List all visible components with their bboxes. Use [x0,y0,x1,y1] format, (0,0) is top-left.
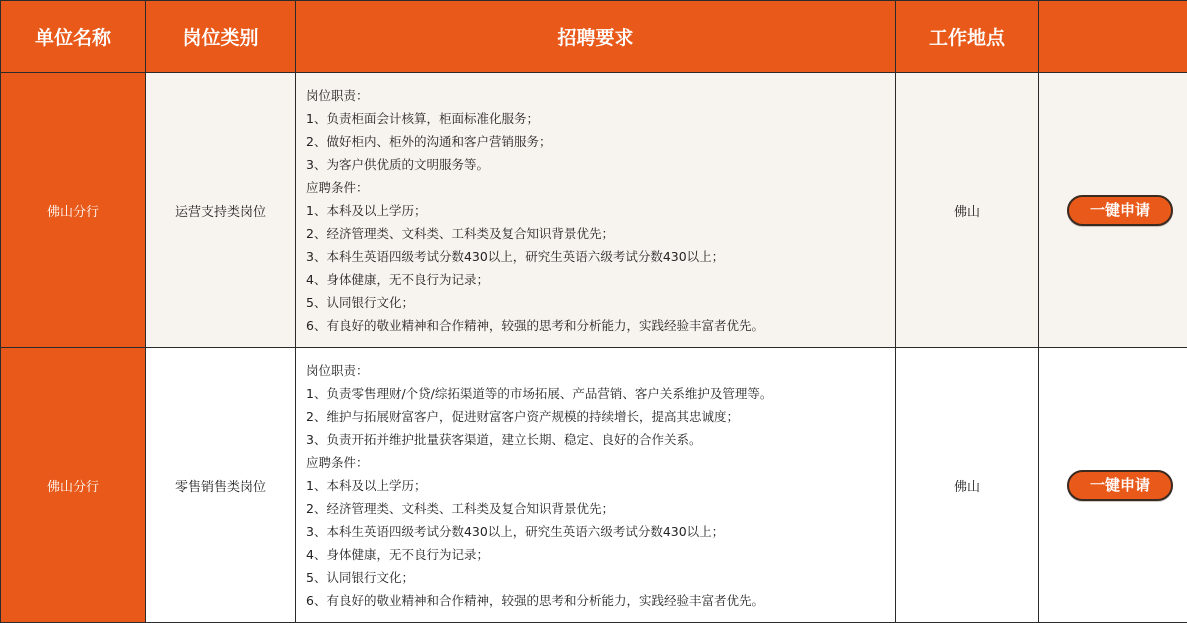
requirement-line: 6、有良好的敬业精神和合作精神，较强的思考和分析能力，实践经验丰富者优先。 [306,592,764,608]
action-cell [1039,348,1187,623]
location-cell: 佛山 [896,73,1039,348]
requirement-line: 4、身体健康，无不良行为记录； [306,546,489,562]
requirement-line: 2、做好柜内、柜外的沟通和客户营销服务； [306,133,552,149]
header-category: 岗位类别 [146,1,296,73]
requirement-line: 1、负责柜面会计核算，柜面标准化服务； [306,110,539,126]
table-row [1,73,1187,348]
requirement-line: 岗位职责： [306,362,369,378]
one-click-apply-button[interactable]: 一键申请 [1067,195,1173,226]
requirements-cell [296,348,896,623]
location-cell: 佛山 [896,348,1039,623]
header-unit: 单位名称 [1,1,146,73]
requirement-line: 5、认同银行文化； [306,569,414,585]
requirement-line: 应聘条件： [306,179,369,195]
requirement-line: 1、本科及以上学历； [306,477,427,493]
table-header-row [1,1,1187,73]
one-click-apply-button[interactable]: 一键申请 [1067,470,1173,501]
requirement-line: 2、经济管理类、文科类、工科类及复合知识背景优先； [306,500,614,516]
requirement-line: 应聘条件： [306,454,369,470]
requirement-line: 3、负责开拓并维护批量获客渠道，建立长期、稳定、良好的合作关系。 [306,431,702,447]
header-location: 工作地点 [896,1,1039,73]
job-category-cell: 运营支持类岗位 [146,73,296,348]
requirement-line: 3、本科生英语四级考试分数430以上，研究生英语六级考试分数430以上； [306,523,725,539]
requirement-line: 4、身体健康，无不良行为记录； [306,271,489,287]
requirement-line: 5、认同银行文化； [306,294,414,310]
unit-name-cell: 佛山分行 [1,348,146,623]
requirement-line: 3、本科生英语四级考试分数430以上，研究生英语六级考试分数430以上； [306,248,725,264]
requirement-line: 3、为客户供优质的文明服务等。 [306,156,489,172]
job-category-cell: 零售销售类岗位 [146,348,296,623]
requirement-line: 2、经济管理类、文科类、工科类及复合知识背景优先； [306,225,614,241]
requirement-line: 6、有良好的敬业精神和合作精神，较强的思考和分析能力，实践经验丰富者优先。 [306,317,764,333]
table-row [1,348,1187,623]
requirement-line: 岗位职责： [306,87,369,103]
action-cell [1039,73,1187,348]
requirement-line: 2、维护与拓展财富客户，促进财富客户资产规模的持续增长，提高其忠诚度； [306,408,739,424]
requirement-line: 1、负责零售理财/个贷/综拓渠道等的市场拓展、产品营销、客户关系维护及管理等。 [306,385,773,401]
unit-name-cell: 佛山分行 [1,73,146,348]
requirements-cell [296,73,896,348]
header-action [1039,1,1187,73]
requirement-line: 1、本科及以上学历； [306,202,427,218]
header-requirements: 招聘要求 [296,1,896,73]
